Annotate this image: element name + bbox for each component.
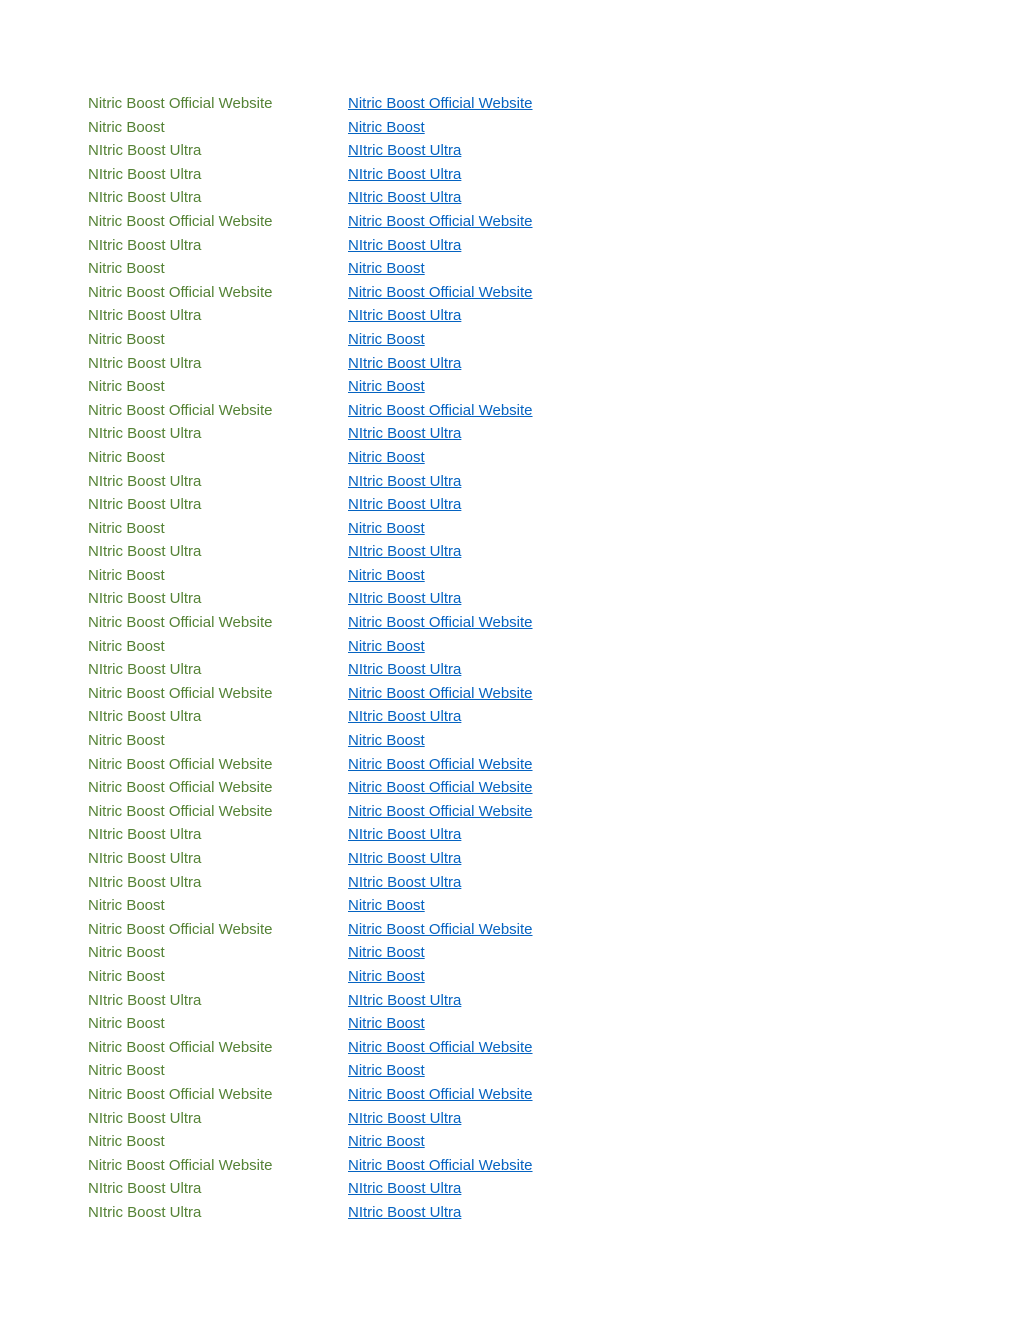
list-item — [0, 1036, 1024, 1060]
item-label: NItric Boost Ultra — [88, 1203, 202, 1221]
list-item — [0, 989, 1024, 1013]
list-item — [0, 705, 1024, 729]
item-link[interactable]: Nitric Boost Official Website — [348, 779, 533, 797]
item-link[interactable]: NItric Boost Ultra — [348, 165, 462, 183]
list-item — [0, 682, 1024, 706]
list-item — [0, 352, 1024, 376]
item-link[interactable]: NItric Boost Ultra — [348, 1109, 462, 1127]
list-item — [0, 1130, 1024, 1154]
item-label: Nitric Boost — [88, 448, 165, 466]
list-item — [0, 941, 1024, 965]
item-label: NItric Boost Ultra — [88, 1109, 202, 1127]
list-item — [0, 446, 1024, 470]
list-item — [0, 918, 1024, 942]
item-label: NItric Boost Ultra — [88, 472, 202, 490]
item-link[interactable]: NItric Boost Ultra — [348, 850, 462, 867]
list-item — [0, 399, 1024, 423]
list-item — [0, 1154, 1024, 1178]
item-link[interactable]: Nitric Boost Official Website — [348, 755, 533, 773]
list-item — [0, 800, 1024, 824]
item-link[interactable]: NItric Boost Ultra — [348, 1203, 462, 1221]
list-item — [0, 635, 1024, 659]
item-label: Nitric Boost — [88, 519, 165, 537]
item-link[interactable]: Nitric Boost — [348, 260, 425, 278]
item-link[interactable]: NItric Boost Ultra — [348, 496, 462, 514]
item-link[interactable]: NItric Boost Ultra — [348, 142, 462, 160]
item-link[interactable]: Nitric Boost — [348, 1015, 425, 1033]
item-link[interactable]: Nitric Boost — [348, 118, 425, 136]
item-label: Nitric Boost — [88, 1015, 165, 1033]
item-link[interactable]: NItric Boost Ultra — [348, 873, 462, 891]
item-link[interactable]: Nitric Boost Official Website — [348, 401, 533, 419]
item-link[interactable]: Nitric Boost — [348, 448, 425, 466]
item-label: NItric Boost Ultra — [88, 496, 202, 514]
list-item — [0, 139, 1024, 163]
item-link[interactable]: Nitric Boost Official Website — [348, 1156, 533, 1174]
item-label: Nitric Boost Official Website — [88, 283, 273, 301]
link-list — [0, 92, 1024, 1225]
item-link[interactable]: Nitric Boost Official Website — [348, 283, 533, 301]
item-label: NItric Boost Ultra — [88, 425, 202, 443]
item-link[interactable]: Nitric Boost Official Website — [348, 95, 533, 112]
list-item — [0, 1083, 1024, 1107]
list-item — [0, 328, 1024, 352]
item-link[interactable]: Nitric Boost — [348, 637, 425, 655]
item-label: NItric Boost Ultra — [88, 543, 202, 561]
list-item — [0, 210, 1024, 234]
item-label: NItric Boost Ultra — [88, 307, 202, 325]
list-item — [0, 729, 1024, 753]
list-item — [0, 965, 1024, 989]
item-link[interactable]: Nitric Boost — [348, 330, 425, 348]
item-label: Nitric Boost — [88, 260, 165, 278]
item-link[interactable]: NItric Boost Ultra — [348, 472, 462, 490]
item-link[interactable]: NItric Boost Ultra — [348, 826, 462, 844]
item-link[interactable]: NItric Boost Ultra — [348, 991, 462, 1009]
item-link[interactable]: Nitric Boost Official Website — [348, 1038, 533, 1056]
list-item — [0, 776, 1024, 800]
item-label: Nitric Boost Official Website — [88, 755, 273, 773]
item-link[interactable]: NItric Boost Ultra — [348, 307, 462, 325]
item-label: Nitric Boost — [88, 1062, 165, 1080]
item-label: Nitric Boost — [88, 566, 165, 584]
item-link[interactable]: NItric Boost Ultra — [348, 708, 462, 726]
list-item — [0, 611, 1024, 635]
list-item — [0, 823, 1024, 847]
list-item — [0, 658, 1024, 682]
item-label: Nitric Boost Official Website — [88, 1156, 273, 1174]
item-link[interactable]: Nitric Boost — [348, 378, 425, 396]
item-link[interactable]: Nitric Boost Official Website — [348, 920, 533, 938]
list-item — [0, 186, 1024, 210]
item-label: Nitric Boost Official Website — [88, 212, 273, 230]
item-label: Nitric Boost — [88, 944, 165, 962]
item-label: NItric Boost Ultra — [88, 354, 202, 372]
item-label: Nitric Boost — [88, 118, 165, 136]
item-label: Nitric Boost — [88, 378, 165, 396]
item-label: Nitric Boost Official Website — [88, 1085, 273, 1103]
list-item — [0, 540, 1024, 564]
list-item — [0, 1012, 1024, 1036]
item-label: NItric Boost Ultra — [88, 590, 202, 608]
item-label: NItric Boost Ultra — [88, 991, 202, 1009]
item-label: Nitric Boost Official Website — [88, 1038, 273, 1056]
item-label: NItric Boost Ultra — [88, 661, 202, 679]
list-item — [0, 470, 1024, 494]
item-link[interactable]: NItric Boost Ultra — [348, 189, 462, 207]
item-label: NItric Boost Ultra — [88, 826, 202, 844]
list-item — [0, 234, 1024, 258]
list-item — [0, 847, 1024, 871]
item-link[interactable]: NItric Boost Ultra — [348, 236, 462, 254]
item-link[interactable]: NItric Boost Ultra — [348, 661, 462, 679]
item-label: Nitric Boost — [88, 732, 165, 750]
item-label: Nitric Boost Official Website — [88, 802, 273, 820]
item-link[interactable]: NItric Boost Ultra — [348, 1180, 462, 1198]
list-item — [0, 587, 1024, 611]
item-link[interactable]: Nitric Boost Official Website — [348, 614, 533, 632]
list-item — [0, 257, 1024, 281]
item-label: Nitric Boost Official Website — [88, 95, 273, 112]
item-label: NItric Boost Ultra — [88, 1180, 202, 1198]
item-label: NItric Boost Ultra — [88, 236, 202, 254]
item-label: NItric Boost Ultra — [88, 850, 202, 867]
list-item — [0, 1177, 1024, 1201]
item-link[interactable]: Nitric Boost Official Website — [348, 1085, 533, 1103]
item-label: NItric Boost Ultra — [88, 165, 202, 183]
item-link[interactable]: NItric Boost Ultra — [348, 543, 462, 561]
item-label: NItric Boost Ultra — [88, 142, 202, 160]
list-item — [0, 1107, 1024, 1131]
item-label: Nitric Boost — [88, 637, 165, 655]
list-item — [0, 422, 1024, 446]
list-item — [0, 564, 1024, 588]
item-link[interactable]: Nitric Boost — [348, 967, 425, 985]
list-item — [0, 753, 1024, 777]
list-item — [0, 92, 1024, 116]
item-link[interactable]: Nitric Boost — [348, 732, 425, 750]
list-item — [0, 375, 1024, 399]
item-label: Nitric Boost Official Website — [88, 684, 273, 702]
item-label: Nitric Boost — [88, 897, 165, 915]
item-link[interactable]: Nitric Boost — [348, 897, 425, 915]
item-label: NItric Boost Ultra — [88, 708, 202, 726]
item-link[interactable]: Nitric Boost Official Website — [348, 212, 533, 230]
item-link[interactable]: Nitric Boost — [348, 519, 425, 537]
item-link[interactable]: Nitric Boost Official Website — [348, 684, 533, 702]
list-item — [0, 163, 1024, 187]
list-item — [0, 116, 1024, 140]
item-label: Nitric Boost Official Website — [88, 920, 273, 938]
list-item — [0, 304, 1024, 328]
item-label: Nitric Boost — [88, 1133, 165, 1151]
item-label: Nitric Boost — [88, 330, 165, 348]
item-label: Nitric Boost — [88, 967, 165, 985]
item-link[interactable]: Nitric Boost Official Website — [348, 802, 533, 820]
list-item — [0, 1059, 1024, 1083]
list-item — [0, 493, 1024, 517]
item-label: Nitric Boost Official Website — [88, 614, 273, 632]
item-link[interactable]: NItric Boost Ultra — [348, 425, 462, 443]
item-label: Nitric Boost Official Website — [88, 401, 273, 419]
list-item — [0, 871, 1024, 895]
item-label: NItric Boost Ultra — [88, 873, 202, 891]
item-link[interactable]: Nitric Boost — [348, 1133, 425, 1151]
item-link[interactable]: Nitric Boost — [348, 1062, 425, 1080]
list-item — [0, 281, 1024, 305]
list-item — [0, 1201, 1024, 1225]
item-label: NItric Boost Ultra — [88, 189, 202, 207]
item-label: Nitric Boost Official Website — [88, 779, 273, 797]
item-link[interactable]: NItric Boost Ultra — [348, 590, 462, 608]
list-item — [0, 894, 1024, 918]
item-link[interactable]: Nitric Boost — [348, 566, 425, 584]
item-link[interactable]: NItric Boost Ultra — [348, 354, 462, 372]
list-item — [0, 517, 1024, 541]
item-link[interactable]: Nitric Boost — [348, 944, 425, 962]
